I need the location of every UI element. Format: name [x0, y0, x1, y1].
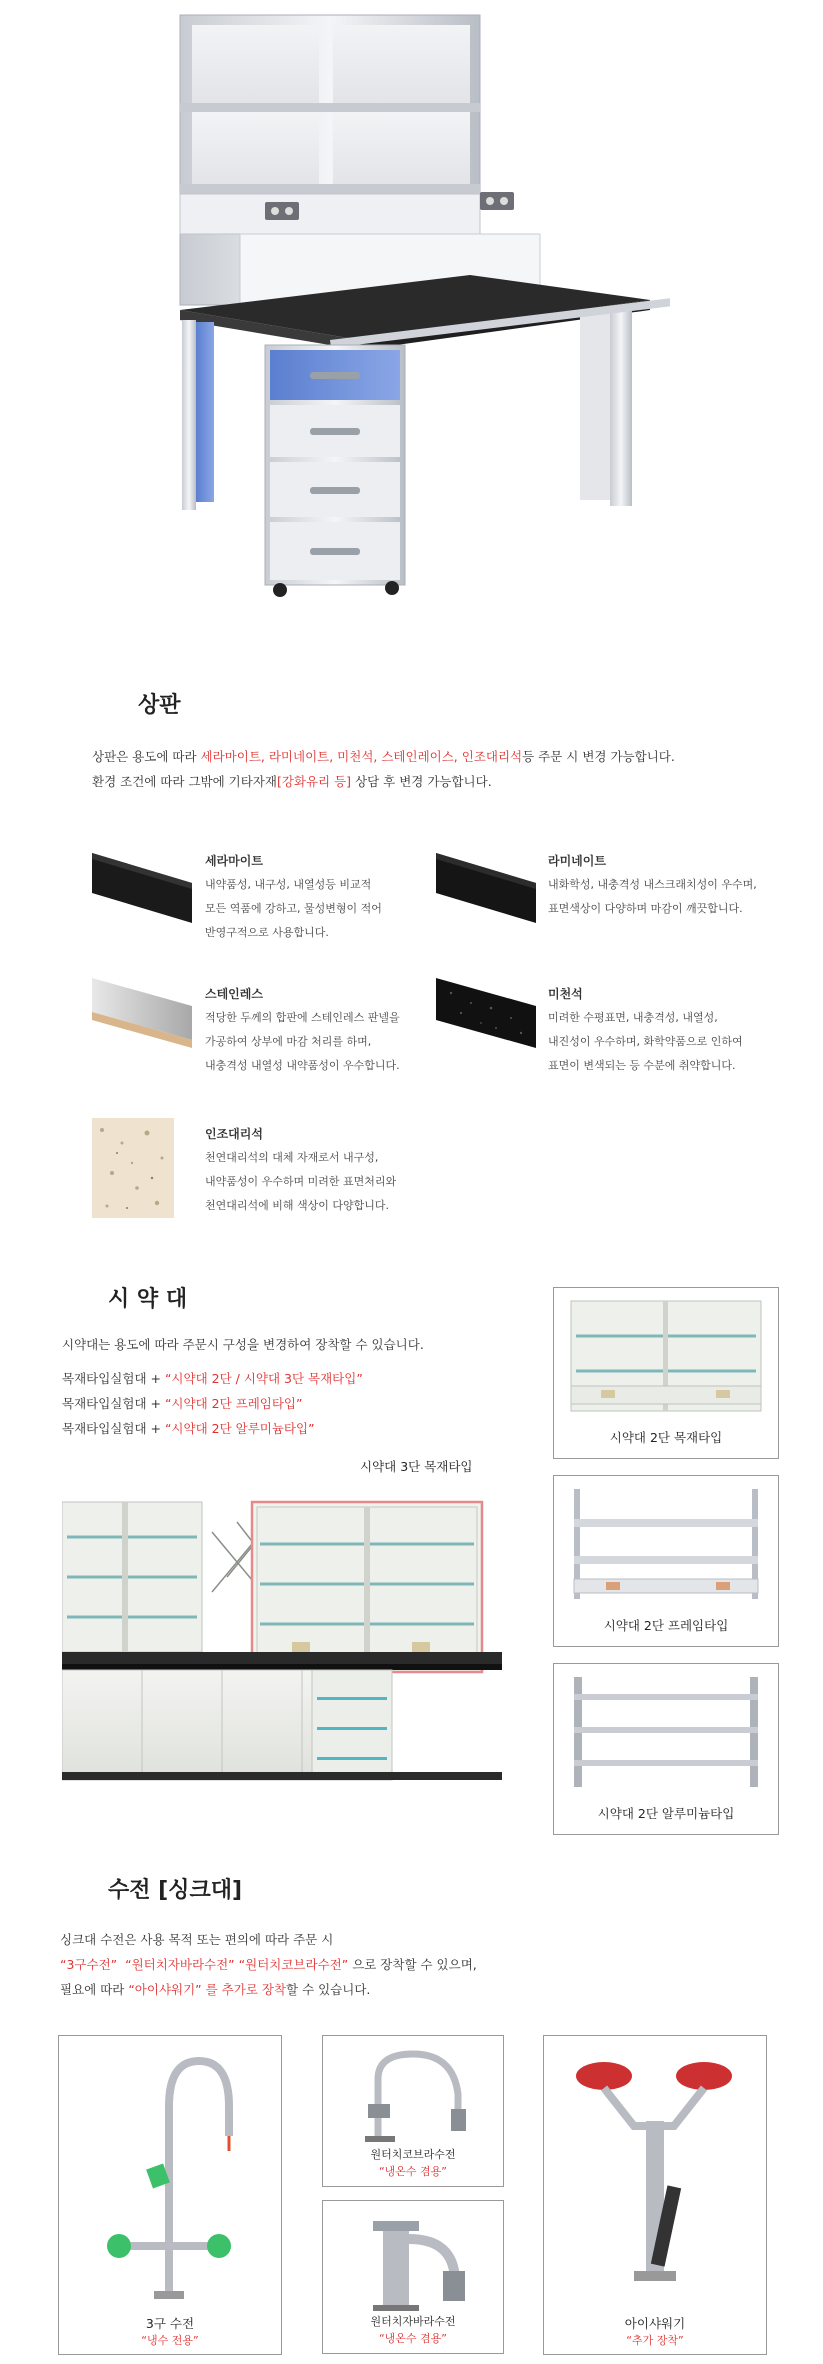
material-desc-line: 가공하여 상부에 마감 처리를 하며, [205, 1035, 372, 1048]
material-name: 스테인레스 [205, 987, 263, 1001]
faucet-section-title: 수전 [싱크대] [108, 1878, 243, 1903]
material-desc-line: 내충격성 내열성 내약품성이 우수합니다. [205, 1059, 400, 1072]
stainless-swatch [92, 978, 192, 1048]
material-ceramite [205, 852, 382, 945]
faucet-3way-frame [58, 2035, 282, 2355]
faucet-jabara-frame [322, 2200, 504, 2354]
material-desc-line: 내약품성이 우수하며 미려한 표면처리와 [205, 1175, 397, 1188]
material-artificial-marble [205, 1125, 396, 1218]
eye-shower-note: “추가 장착” [626, 2334, 684, 2347]
material-desc-line: 표면이 변색되는 등 수분에 취약합니다. [548, 1059, 736, 1072]
reagent-main-label: 시약대 3단 목재타입 [360, 1459, 473, 1474]
reagent-intro-line1: 시약대는 용도에 따라 주문시 구성을 변경하여 장착할 수 있습니다. [62, 1337, 424, 1352]
material-name: 미천석 [548, 987, 583, 1001]
reagent-2tier-aluminum-frame [553, 1663, 779, 1835]
faucet-3way-name: 3구 수전 [145, 2316, 195, 2331]
faucet-cobra-note: “냉온수 겸용” [378, 2165, 448, 2178]
faucet-jabara-name: 원터치자바라수전 [370, 2315, 456, 2328]
faucet-cobra-image [343, 2044, 483, 2144]
reagent-2tier-wood-image [566, 1296, 766, 1426]
material-desc-line: 미려한 수평표면, 내충격성, 내열성, [548, 1011, 718, 1024]
material-desc-line: 내화학성, 내충격성 내스크래치성이 우수며, [548, 878, 757, 891]
material-desc-line: 내약품성, 내구성, 내열성등 비교적 [205, 878, 372, 891]
faucet-3way-image [79, 2046, 259, 2306]
reagent-2tier-frame-caption: 시약대 2단 프레임타입 [603, 1618, 729, 1633]
material-laminate [548, 852, 757, 921]
reagent-option-1: 목재타입실험대 + “시약대 2단 / 시약대 3단 목재타입” [62, 1371, 363, 1386]
faucet-3way-note: “냉수 전용” [141, 2334, 199, 2347]
material-name: 세라마이트 [205, 854, 263, 868]
lab-bench-hero-image [170, 10, 670, 600]
eye-shower-frame [543, 2035, 767, 2355]
lab-room-scene-image [62, 1482, 502, 1782]
faucet-jabara-note: “냉온수 겸용” [378, 2332, 448, 2345]
material-name: 인조대리석 [205, 1127, 263, 1141]
eye-shower-image [564, 2046, 744, 2306]
faucet-cobra-name: 원터치코브라수전 [370, 2148, 456, 2161]
reagent-2tier-wood-frame [553, 1287, 779, 1459]
laminate-swatch [436, 853, 536, 923]
reagent-2tier-aluminum-image [566, 1672, 766, 1802]
material-micheonseok [548, 985, 743, 1078]
faucet-intro-line3: 필요에 따라 “아이샤워기” 를 추가로 장착할 수 있습니다. [60, 1982, 371, 1997]
artificial-marble-swatch [92, 1118, 174, 1218]
micheonseok-swatch [436, 978, 536, 1048]
reagent-2tier-wood-caption: 시약대 2단 목재타입 [609, 1430, 723, 1445]
countertop-intro-line1: 상판은 용도에 따라 세라마이트, 라미네이트, 미천석, 스테인레이스, 인조대리석등 주문 시 변경 가능합니다. [92, 749, 675, 764]
material-stainless [205, 985, 400, 1078]
faucet-jabara-image [343, 2209, 483, 2313]
material-desc-line: 내진성이 우수하며, 화학약품으로 인하여 [548, 1035, 743, 1048]
reagent-option-3: 목재타입실험대 + “시약대 2단 알루미늄타입” [62, 1421, 315, 1436]
reagent-section-title: 시 약 대 [108, 1287, 188, 1312]
reagent-2tier-frame-frame [553, 1475, 779, 1647]
material-desc-line: 적당한 두께의 합판에 스테인레스 판넬을 [205, 1011, 400, 1024]
faucet-intro-line2: “3구수전” “원터치자바라수전” “원터치코브라수전” 으로 장착할 수 있으며, [60, 1957, 477, 1972]
faucet-cobra-frame [322, 2035, 504, 2187]
material-desc-line: 천연대리석의 대체 자재로서 내구성, [205, 1151, 379, 1164]
ceramite-swatch [92, 853, 192, 923]
faucet-intro-line1: 싱크대 수전은 사용 목적 또는 편의에 따라 주문 시 [60, 1932, 334, 1947]
countertop-section-title: 상판 [138, 693, 181, 718]
material-desc-line: 천연대리석에 비해 색상이 다양합니다. [205, 1199, 390, 1212]
material-desc-line: 표면색상이 다양하며 마감이 깨끗합니다. [548, 902, 743, 915]
material-name: 라미네이트 [548, 854, 606, 868]
reagent-2tier-frame-image [566, 1484, 766, 1614]
countertop-intro-line2: 환경 조건에 따라 그밖에 기타자재[강화유리 등] 상담 후 변경 가능합니다. [92, 774, 492, 789]
material-desc-line: 모든 역품에 강하고, 물성변형이 적어 [205, 902, 382, 915]
material-desc-line: 반영구적으로 사용합니다. [205, 926, 329, 939]
reagent-option-2: 목재타입실험대 + “시약대 2단 프레임타입” [62, 1396, 303, 1411]
reagent-2tier-aluminum-caption: 시약대 2단 알루미늄타입 [597, 1806, 735, 1821]
eye-shower-name: 아이샤워기 [624, 2316, 686, 2331]
